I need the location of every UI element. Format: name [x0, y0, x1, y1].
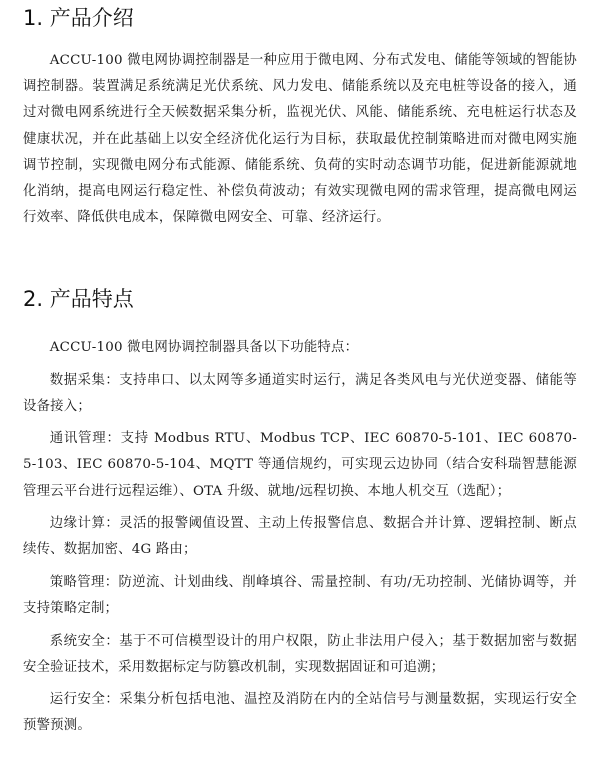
- feature-communication: 通讯管理：支持 Modbus RTU、Modbus TCP、IEC 60870-5-101、IEC 60870-5-103、IEC 60870-5-104、MQTT 等通信规约，可实现云边协同（结合安科瑞智慧能源管理云平台进行远程运维）、OTA 升级、就地/远程切换、本地人机交互（选配）；: [23, 431, 577, 499]
- feature-system-security: 系统安全：基于不可信模型设计的用户权限，防止非法用户侵入；基于数据加密与数据安全验证技术，采用数据标定与防篡改机制，实现数据固证和可追溯；: [23, 633, 577, 675]
- feature-data-acquisition: 数据采集：支持串口、以太网等多通道实时运行，满足各类风电与光伏逆变器、储能等设备接入；: [23, 372, 577, 414]
- features-intro: ACCU-100 微电网协调控制器具备以下功能特点：: [49, 340, 359, 355]
- section-product-intro: [23, 48, 577, 231]
- section-heading-product-features: 2. 产品特点: [23, 287, 134, 311]
- feature-strategy: 策略管理：防逆流、计划曲线、削峰填谷、需量控制、有功/无功控制、光储协调等，并支持策略定制；: [23, 574, 577, 617]
- section-product-features: [23, 335, 577, 746]
- feature-edge-computing: 边缘计算：灵活的报警阈值设置、主动上传报警信息、数据合并计算、逻辑控制、断点续传、数据加密、4G 路由；: [23, 516, 577, 558]
- section-heading-product-intro: 1. 产品介绍: [23, 6, 134, 30]
- feature-operation-security: 运行安全：采集分析包括电池、温控及消防在内的全站信号与测量数据，实现运行安全预警预测。: [23, 692, 577, 734]
- intro-paragraph: ACCU-100 微电网协调控制器是一种应用于微电网、分布式发电、储能等领域的智能协调控制器。装置满足系统满足光伏系统、风力发电、储能系统以及充电桩等设备的接入，通过对微电网系统进行全天候数据采集分析，监视光伏、风能、储能系统、充电桩运行状态及健康状况，并在此基础上以安全经济优化运行为目标，获取最优控制策略进而对微电网实施调节控制，实现微电网分布式能源、储能系统、负荷的实时动态调节功能，促进新能源就地化消纳，提高电网运行稳定性、补偿负荷波动；有效实现微电网的需求管理，提高微电网运行效率、降低供电成本，保障微电网安全、可靠、经济运行。: [23, 53, 577, 226]
